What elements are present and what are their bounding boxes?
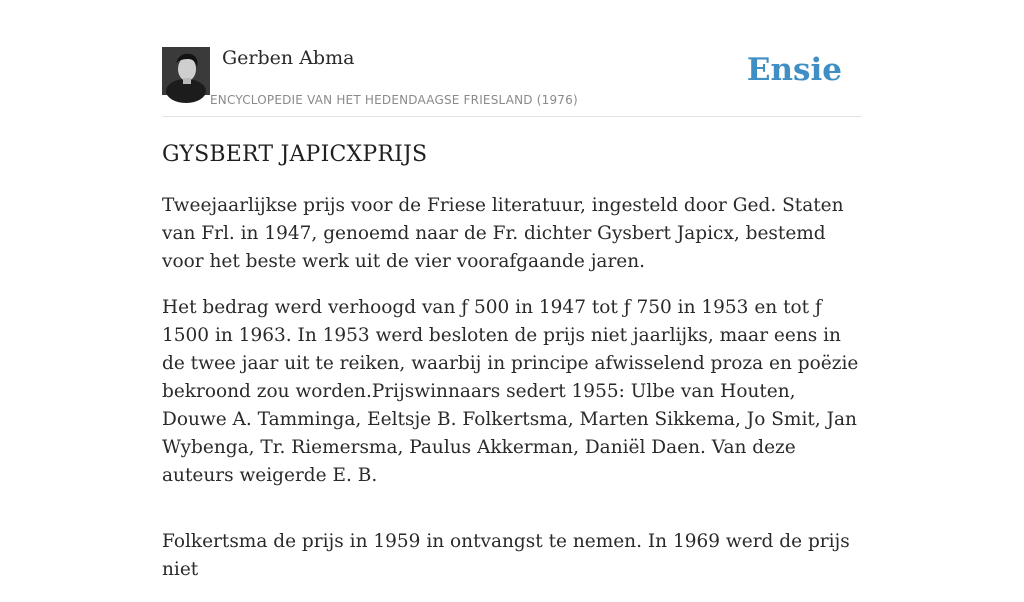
paragraph: Tweejaarlijkse prijs voor de Friese literatuur, ingesteld door Ged. Staten van Frl. in 1947, genoemd naar de Fr. dichter Gysbert Japicx, bestemd voor het beste werk uit de vier voorafgaande jaren.: [162, 195, 844, 272]
author-avatar[interactable]: [162, 47, 210, 95]
paragraph: Het bedrag werd verhoogd van ƒ 500 in 1947 tot ƒ 750 in 1953 en tot ƒ 1500 in 1963. In 1953 werd besloten de prijs niet jaarlijks, maar eens in de twee jaar uit te reiken, waarbij in principe afwisselend proza en poëzie bekroond zou worden.Prijswinnaars sedert 1955: Ulbe van Houten, Douwe A. Tamminga, Eeltsje B. Folkertsma, Marten Sikkema, Jo Smit, Jan Wybenga, Tr. Riemersma, Paulus Akkerman, Daniël Daen. Van deze auteurs weigerde E. B.: [162, 297, 859, 486]
article-header: [162, 46, 862, 117]
source-label[interactable]: ENCYCLOPEDIE VAN HET HEDENDAAGSE FRIESLAND (1976): [210, 93, 578, 107]
page-title: GYSBERT JAPICXPRIJS: [162, 142, 428, 167]
person-icon: [162, 47, 210, 95]
author-name[interactable]: Gerben Abma: [222, 47, 355, 69]
paragraph: Folkertsma de prijs in 1959 in ontvangst te nemen. In 1969 werd de prijs niet: [162, 531, 850, 580]
ensie-logo[interactable]: Ensie: [746, 52, 842, 88]
article-body: [162, 192, 864, 602]
